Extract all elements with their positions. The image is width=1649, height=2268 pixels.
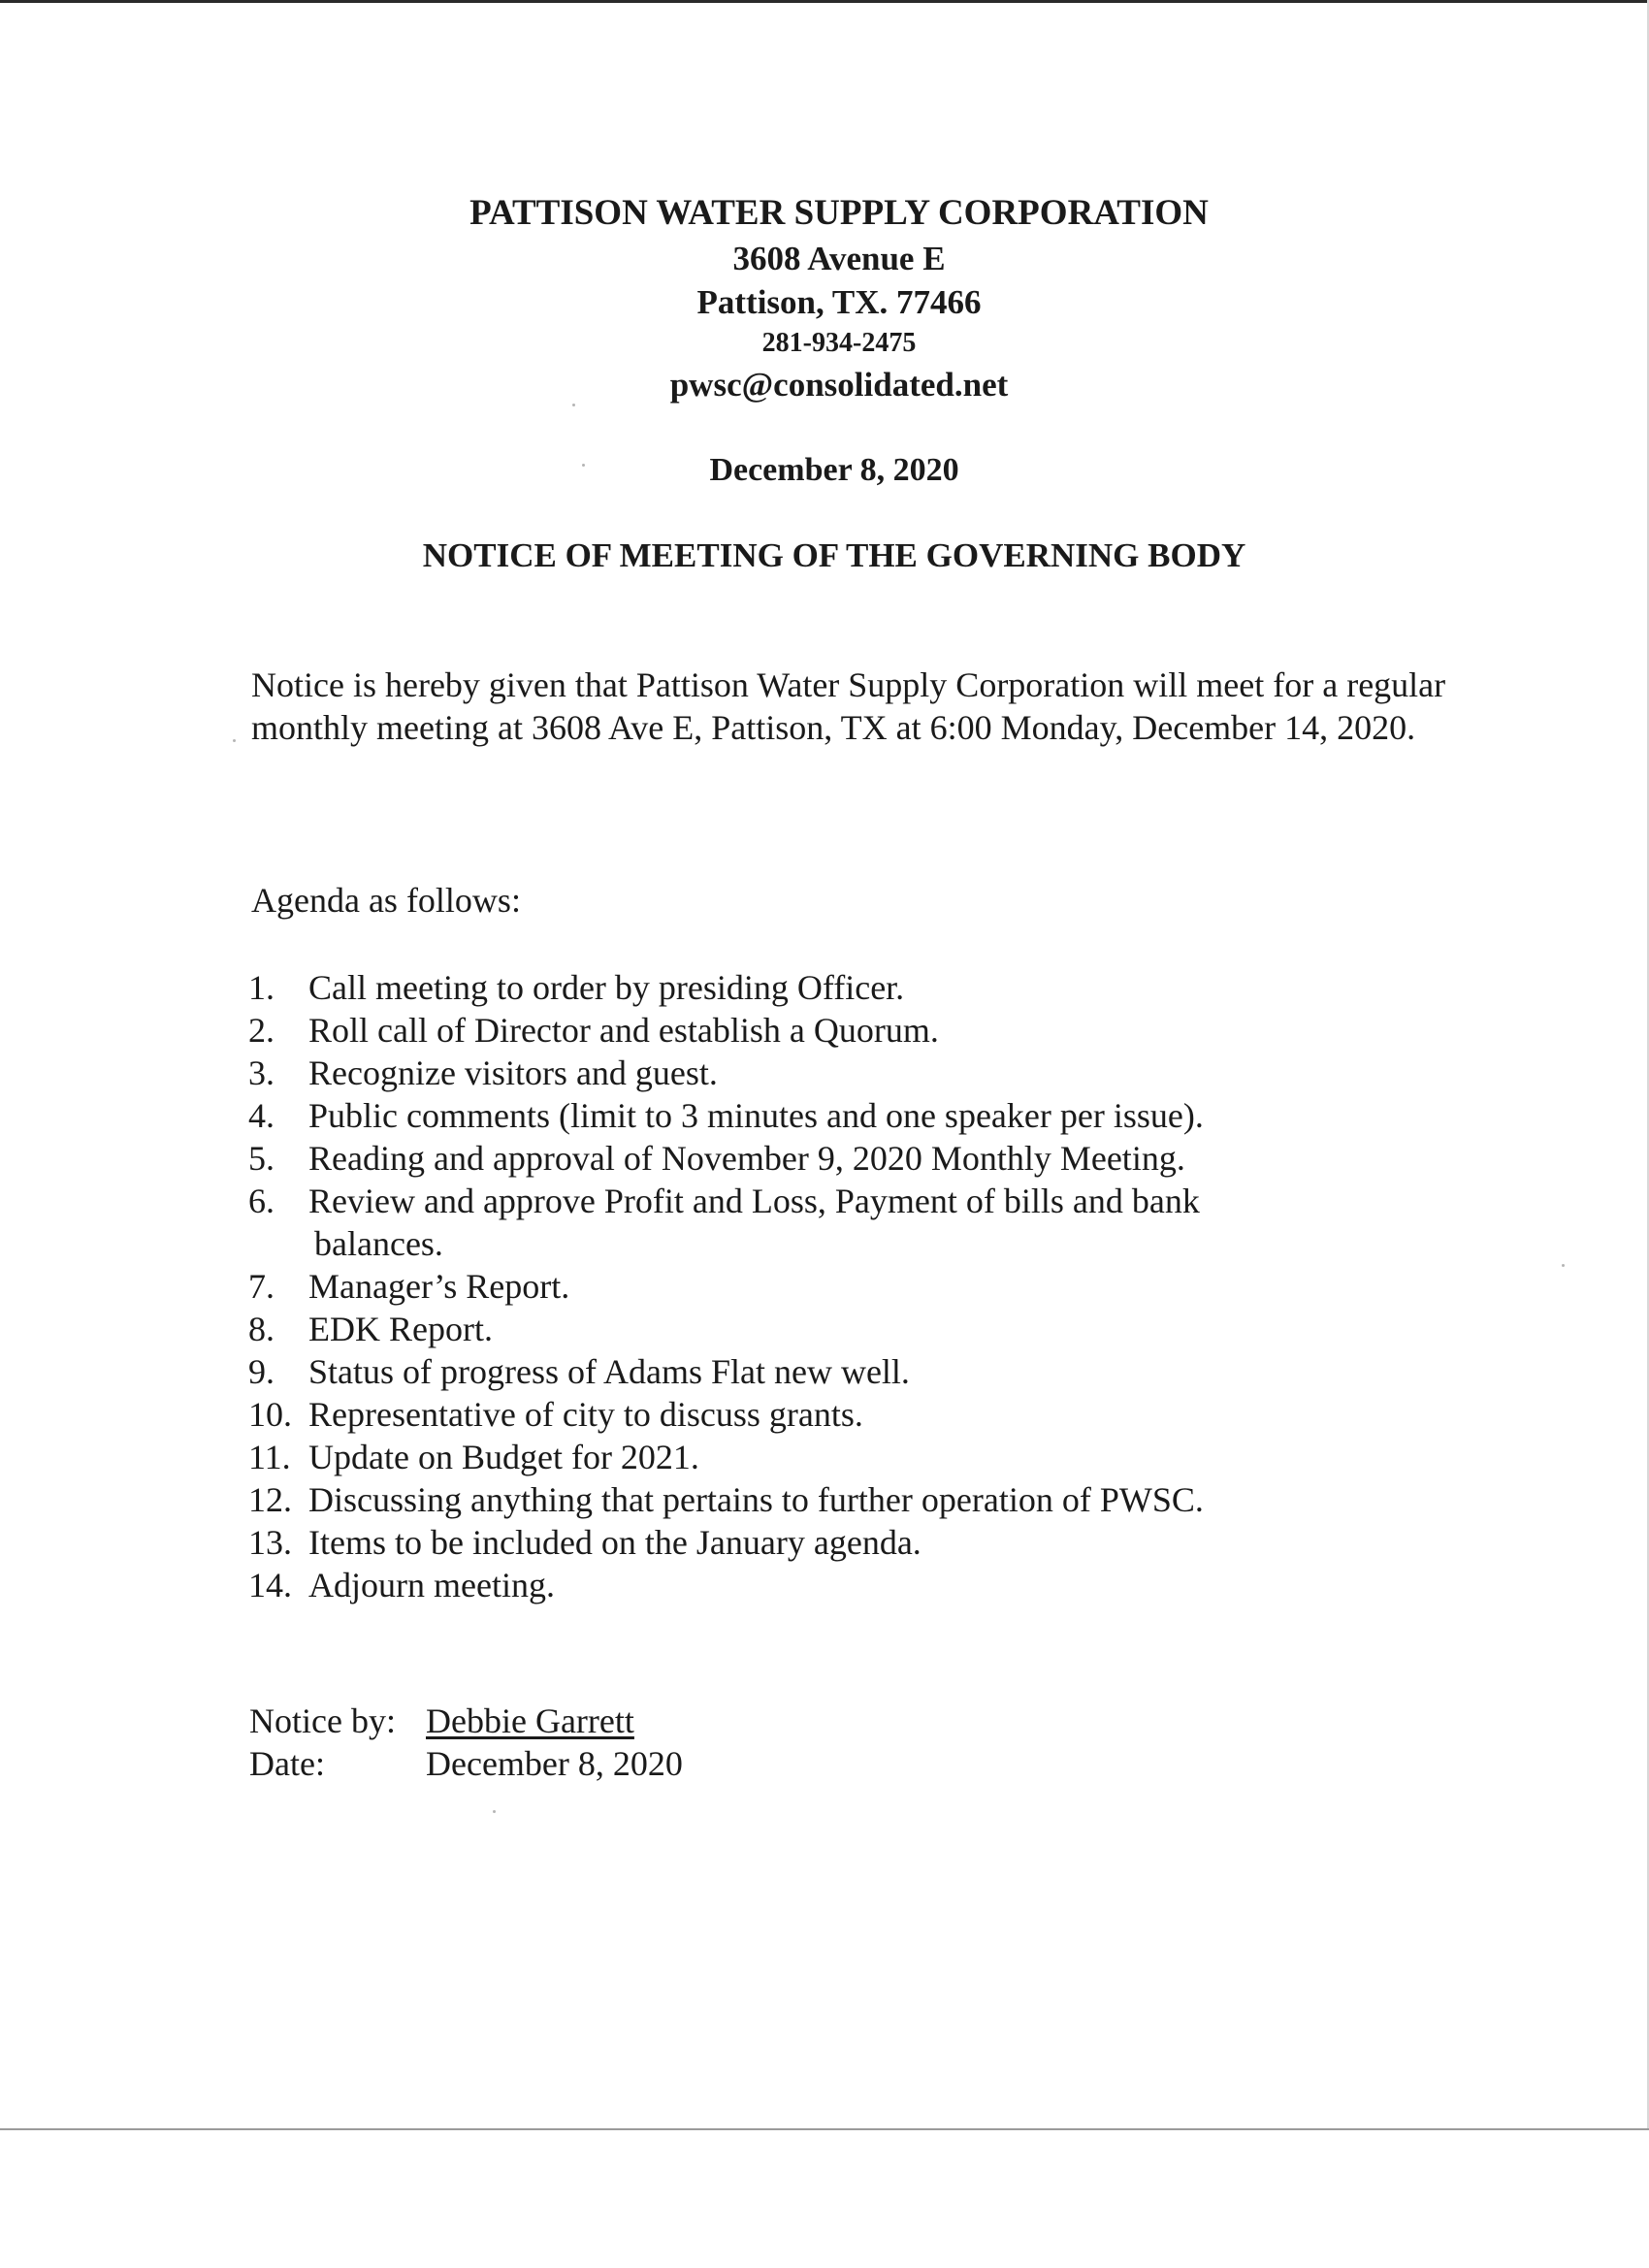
scan-speck (233, 739, 236, 742)
agenda-item-number: 11. (248, 1438, 291, 1476)
agenda-item-text: Reading and approval of November 9, 2020 Monthly Meeting. (308, 1139, 1185, 1178)
agenda-item (0, 1137, 1375, 1180)
scan-top-edge (0, 0, 1649, 3)
scan-speck (493, 1810, 496, 1813)
agenda-item-text: Recognize visitors and guest. (308, 1053, 718, 1092)
agenda-item (0, 966, 1375, 1009)
agenda-item-text: Call meeting to order by presiding Officer. (308, 968, 905, 1007)
agenda-item-text: Adjourn meeting. (308, 1566, 555, 1604)
email-address: pwsc@consolidated.net (669, 366, 1009, 404)
city-state-zip: Pattison, TX. 77466 (696, 283, 982, 321)
notice-by-name: Debbie Garrett (426, 1701, 634, 1740)
agenda-list (0, 966, 1649, 1606)
street-address: 3608 Avenue E (732, 240, 946, 277)
organization-name: PATTISON WATER SUPPLY CORPORATION (469, 193, 1209, 233)
agenda-item-number: 4. (248, 1096, 275, 1135)
agenda-item-text: Update on Budget for 2021. (308, 1438, 699, 1476)
agenda-item (0, 1521, 1375, 1564)
agenda-item-number: 10. (248, 1395, 292, 1434)
agenda-item-number: 12. (248, 1480, 292, 1519)
agenda-item (0, 1052, 1375, 1094)
agenda-item (0, 1478, 1375, 1521)
notice-title: NOTICE OF MEETING OF THE GOVERNING BODY (422, 536, 1246, 574)
notice-date: December 8, 2020 (709, 452, 959, 488)
agenda-item-number: 13. (248, 1523, 292, 1562)
agenda-item-number: 7. (248, 1267, 275, 1306)
phone-number: 281-934-2475 (761, 328, 917, 358)
agenda-item (0, 1564, 1375, 1606)
agenda-item-text-continued: balances. (314, 1224, 443, 1263)
notice-by-label: Notice by: (249, 1701, 396, 1740)
agenda-item-text: Roll call of Director and establish a Quorum. (308, 1011, 939, 1050)
agenda-item (0, 1350, 1375, 1393)
agenda-item-text: Manager’s Report. (308, 1267, 570, 1306)
agenda-item-text: Public comments (limit to 3 minutes and one speaker per issue). (308, 1096, 1204, 1135)
agenda-item (0, 1009, 1375, 1052)
agenda-item-text: Items to be included on the January agenda. (308, 1523, 922, 1562)
agenda-item (0, 1308, 1375, 1350)
agenda-item-number: 8. (248, 1310, 275, 1348)
agenda-item-text: Representative of city to discuss grants. (308, 1395, 863, 1434)
agenda-heading: Agenda as follows: (251, 881, 521, 920)
agenda-item (0, 1265, 1375, 1308)
agenda-item-number: 5. (248, 1139, 275, 1178)
agenda-item (0, 1094, 1375, 1137)
agenda-item-number: 2. (248, 1011, 275, 1050)
agenda-item-number: 14. (248, 1566, 292, 1604)
signature-date: December 8, 2020 (426, 1744, 683, 1783)
agenda-item-text: Discussing anything that pertains to further operation of PWSC. (308, 1480, 1204, 1519)
agenda-item-number: 1. (248, 968, 275, 1007)
agenda-item-text: EDK Report. (308, 1310, 493, 1348)
letterhead (0, 190, 1649, 407)
agenda-item-text: Status of progress of Adams Flat new well. (308, 1352, 910, 1391)
date-label: Date: (249, 1744, 325, 1783)
agenda-item-number: 9. (248, 1352, 275, 1391)
scan-bottom-edge (0, 2128, 1649, 2130)
agenda-item-text: Review and approve Profit and Loss, Payment of bills and bank (308, 1182, 1200, 1220)
intro-paragraph: Notice is hereby given that Pattison Water Supply Corporation will meet for a regular monthly meeting at 3608 Ave E, Pattison, TX at 6:00 Monday, December 14, 2020. (251, 665, 1446, 747)
agenda-item (0, 1180, 1375, 1265)
agenda-item-number: 3. (248, 1053, 275, 1092)
agenda-item-number: 6. (248, 1182, 275, 1220)
agenda-item (0, 1436, 1375, 1478)
agenda-item (0, 1393, 1375, 1436)
